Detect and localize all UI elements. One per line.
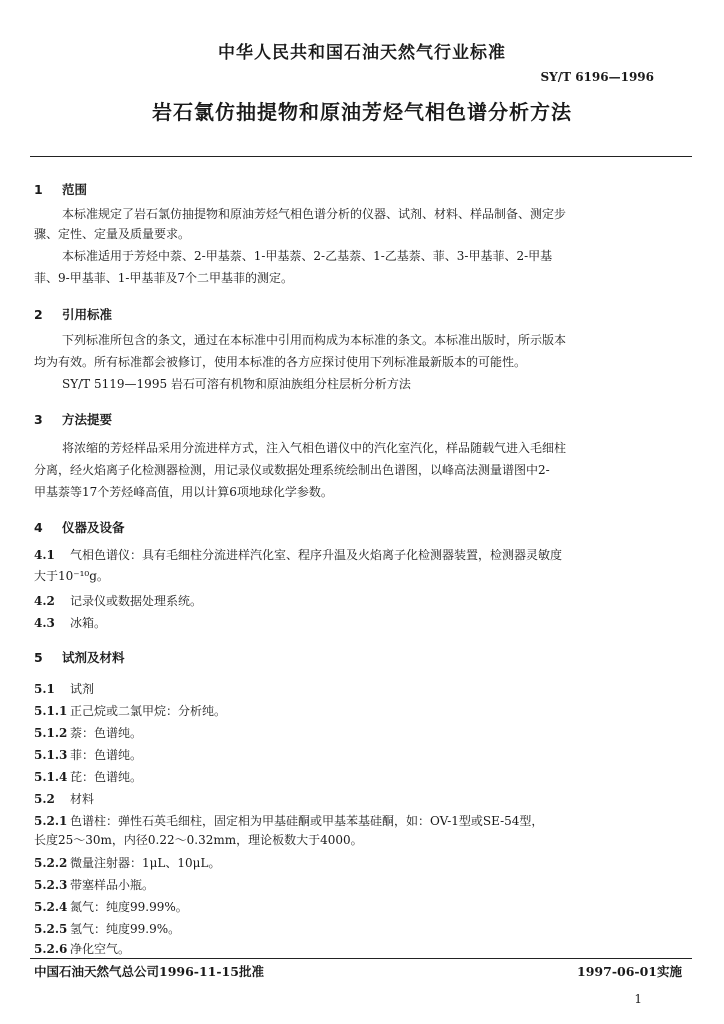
item-4-3: 4.3 冰箱。 bbox=[34, 616, 107, 630]
section-1-heading: 1 范围 bbox=[34, 182, 88, 197]
section-1-para-2-line-1: 本标准适用于芳烃中萘、2-甲基萘、1-甲基萘、2-乙基萘、1-乙基萘、菲、3-甲基菲、2-甲基 bbox=[62, 249, 553, 263]
referenced-standard: SY/T 5119—1995 岩石可溶有机物和原油族组分柱层析分析方法 bbox=[62, 377, 411, 391]
item-5-2-1: 5.2.1 色谱柱：弹性石英毛细柱，固定相为甲基硅酮或甲基苯基硅酮，如：OV-1型或SE-54型， bbox=[34, 814, 544, 828]
approval-statement: 中国石油天然气总公司1996-11-15批准 bbox=[34, 964, 264, 979]
item-5-1-4: 5.1.4 芘：色谱纯。 bbox=[34, 770, 143, 784]
item-5-1-3: 5.1.3 菲：色谱纯。 bbox=[34, 748, 143, 762]
item-4-1-continuation: 大于10⁻¹⁰g。 bbox=[34, 569, 109, 583]
implementation-date: 1997-06-01实施 bbox=[577, 964, 682, 979]
section-1-para-1-line-1: 本标准规定了岩石氯仿抽提物和原油芳烃气相色谱分析的仪器、试剂、材料、样品制备、测定步 bbox=[62, 207, 567, 221]
item-5-2: 5.2 材料 bbox=[34, 792, 95, 806]
section-3-para-line-3: 甲基萘等17个芳烃峰高值，用以计算6项地球化学参数。 bbox=[34, 485, 333, 499]
industry-standard-heading: 中华人民共和国石油天然气行业标准 bbox=[218, 43, 506, 63]
section-3-para-line-2: 分离，经火焰离子化检测器检测，用记录仪或数据处理系统绘制出色谱图，以峰高法测量谱图中2- bbox=[34, 463, 550, 477]
section-2-para-line-1: 下列标准所包含的条文，通过在本标准中引用而构成为本标准的条文。本标准出版时，所示版本 bbox=[62, 333, 567, 347]
section-4-heading: 4 仪器及设备 bbox=[34, 520, 125, 535]
footer-divider bbox=[30, 958, 692, 959]
title-divider bbox=[30, 156, 692, 157]
item-4-2: 4.2 记录仪或数据处理系统。 bbox=[34, 594, 203, 608]
item-4-1: 4.1 气相色谱仪：具有毛细柱分流进样汽化室、程序升温及火焰离子化检测器装置，检测器灵敏度 bbox=[34, 548, 563, 562]
standard-code: SY/T 6196—1996 bbox=[540, 70, 654, 84]
item-5-1: 5.1 试剂 bbox=[34, 682, 95, 696]
section-2-heading: 2 引用标准 bbox=[34, 307, 113, 322]
item-5-2-5: 5.2.5 氢气：纯度99.9%。 bbox=[34, 922, 181, 936]
document-title: 岩石氯仿抽提物和原油芳烃气相色谱分析方法 bbox=[152, 100, 572, 124]
section-3-para-line-1: 将浓缩的芳烃样品采用分流进样方式，注入气相色谱仪中的汽化室汽化，样品随载气进入毛细柱 bbox=[62, 441, 567, 455]
item-5-2-2: 5.2.2 微量注射器：1μL、10μL。 bbox=[34, 856, 221, 870]
section-2-para-line-2: 均为有效。所有标准都会被修订，使用本标准的各方应探讨使用下列标准最新版本的可能性。 bbox=[34, 355, 527, 369]
item-5-2-1-continuation: 长度25～30m，内径0.22～0.32mm，理论板数大于4000。 bbox=[34, 833, 363, 847]
item-5-2-6: 5.2.6 净化空气。 bbox=[34, 942, 131, 956]
section-1-para-1-line-2: 骤、定性、定量及质量要求。 bbox=[34, 227, 191, 241]
item-5-2-3: 5.2.3 带塞样品小瓶。 bbox=[34, 878, 155, 892]
section-5-heading: 5 试剂及材料 bbox=[34, 650, 125, 665]
section-1-para-2-line-2: 菲、9-甲基菲、1-甲基菲及7个二甲基菲的测定。 bbox=[34, 271, 294, 285]
item-5-2-4: 5.2.4 氮气：纯度99.99%。 bbox=[34, 900, 188, 914]
item-5-1-1: 5.1.1 正己烷或二氯甲烷：分析纯。 bbox=[34, 704, 227, 718]
page-number: 1 bbox=[634, 992, 642, 1006]
item-5-1-2: 5.1.2 萘：色谱纯。 bbox=[34, 726, 143, 740]
section-3-heading: 3 方法提要 bbox=[34, 412, 113, 427]
